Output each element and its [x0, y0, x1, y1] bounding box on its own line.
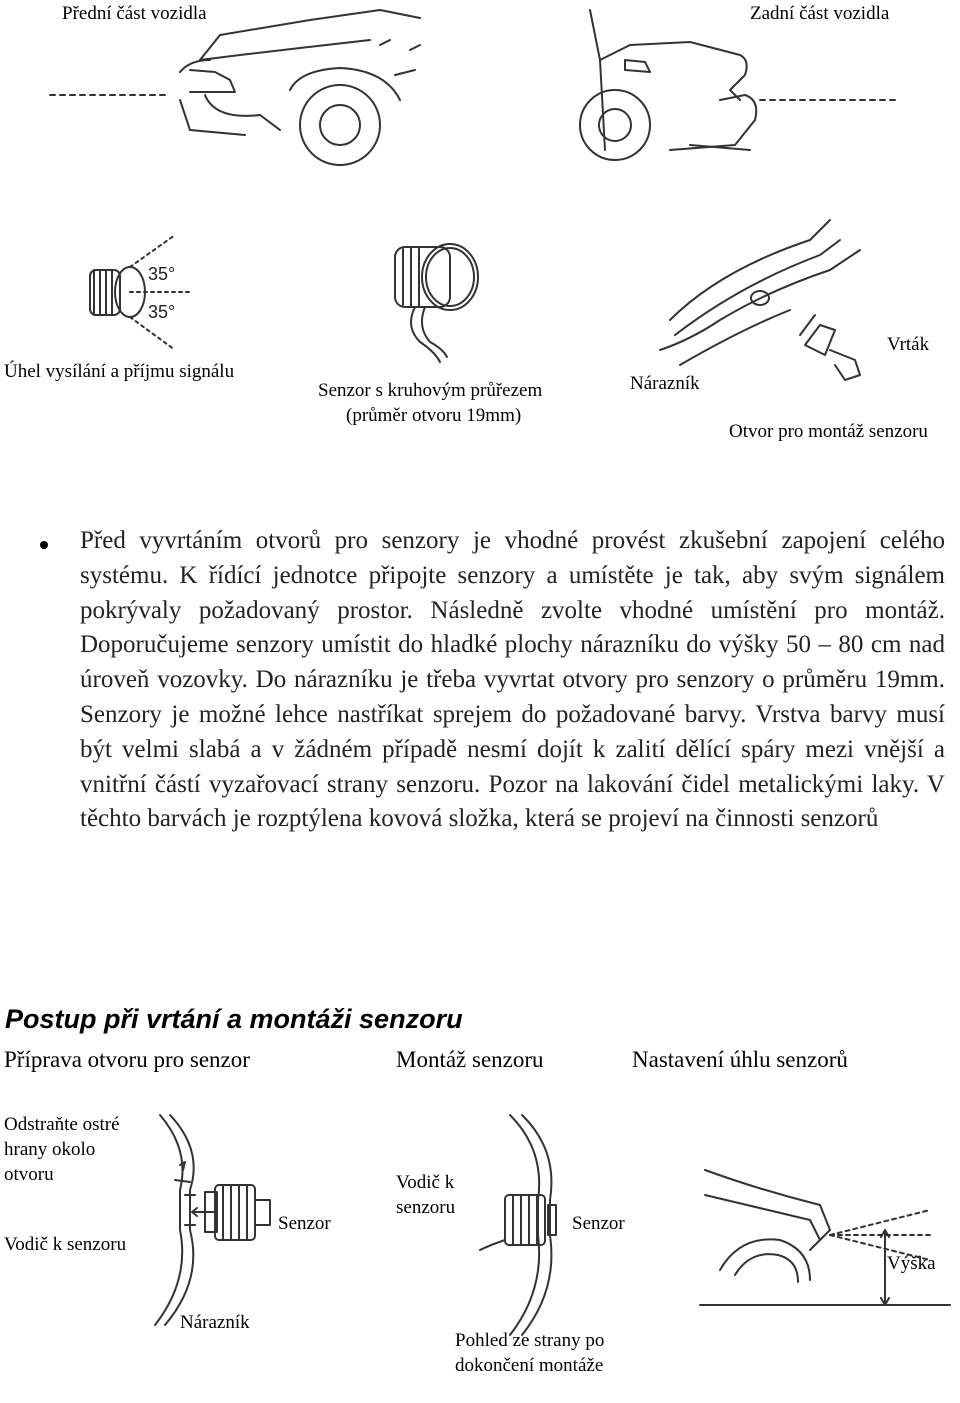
round-sensor-illustration: [385, 237, 495, 367]
bumper-label-top: Nárazník: [630, 373, 700, 394]
sensor-label-1: Senzor: [278, 1213, 331, 1234]
bumper-label-bottom: Nárazník: [180, 1312, 250, 1333]
procedure-title: Postup při vrtání a montáži senzoru: [5, 1004, 463, 1034]
sensor-angle-illustration: [80, 230, 200, 360]
guide-label-2: Vodič k senzoru: [396, 1172, 456, 1218]
guide-label-1: Vodič k senzoru: [4, 1234, 127, 1255]
col-mounting-label: Montáž senzoru: [396, 1047, 544, 1072]
drill-label: Vrták: [887, 334, 930, 355]
col-preparation-label: Příprava otvoru pro senzor: [4, 1047, 250, 1072]
sensor-angle-setup-illustration: [700, 1100, 960, 1310]
col-angle-label: Nastavení úhlu senzorů: [632, 1047, 848, 1072]
sensor-caption-line2: (průměr otvoru 19mm): [346, 405, 522, 426]
bumper-drilling-illustration: [660, 210, 900, 380]
car-rear-illustration: [570, 0, 950, 200]
angle-bottom-label: 35°: [148, 302, 176, 322]
hole-preparation-illustration: [135, 1110, 285, 1330]
height-label: Výška: [887, 1253, 936, 1274]
angle-caption: Úhel vysílání a příjmu signálu: [4, 361, 235, 382]
hole-caption: Otvor pro montáž senzoru: [729, 421, 928, 442]
instructions-paragraph: Před vyvrtáním otvorů pro senzory je vhodné provést zkušební zapojení celého systému. K řídící jednotce připojte senzory a umístěte je tak, aby svým signálem pokrývaly požadovaný prostor. Následně zvolte vhodné umístění pro montáž. Doporučujeme senzory umístit do hladké plochy nárazníku do výšky 50 – 80 cm nad úroveň vozovky. Do nárazníku je třeba vyvrtat otvory pro senzory o průměru 19mm. Senzory je možné lehce nastříkat sprejem do požadované barvy. Vrstva barvy musí být velmi slabá a v žádném případě nesmí dojít k zalití dělící spáry mezi vnější a vnitřní částí vyzařovací strany senzoru. Pozor na lakování čidel metalickými laky. V těchto barvách je rozptýlena kovová složka, která se projeví na činnosti senzorů: [80, 527, 945, 833]
rear-label: Zadní část vozidla: [750, 3, 890, 24]
angle-top-label: 35°: [148, 264, 176, 284]
car-front-illustration: [40, 0, 460, 200]
sensor-caption-line1: Senzor s kruhovým průřezem: [318, 380, 543, 401]
front-label: Přední část vozidla: [62, 3, 207, 24]
sensor-label-2: Senzor: [572, 1213, 625, 1234]
sensor-mounting-illustration: [470, 1110, 580, 1340]
side-view-label: Pohled ze strany po dokončení montáže: [455, 1330, 605, 1376]
remove-edges-label: Odstraňte ostré hrany okolo otvoru: [4, 1114, 120, 1185]
bullet-icon: [40, 541, 48, 549]
